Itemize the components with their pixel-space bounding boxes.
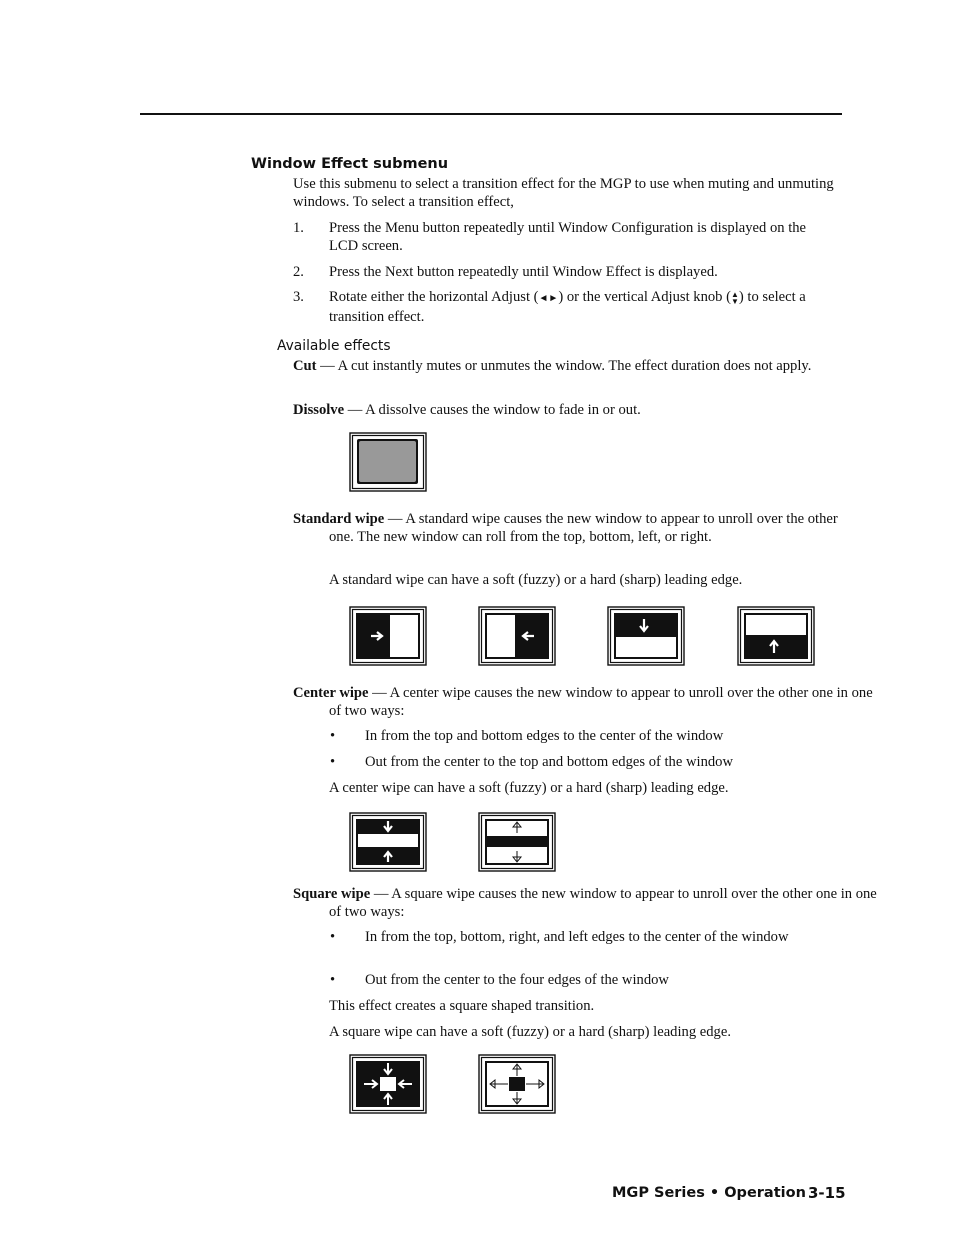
center-wipe-bullet-2: Out from the center to the top and bottom edges of the window: [365, 754, 734, 770]
center-wipe-in-illustration: [349, 812, 427, 872]
square-wipe-shape-note: This effect creates a square shaped transition.: [329, 998, 595, 1014]
center-wipe-description: Center wipe — A center wipe causes the new window to appear to unroll over the other one in one of two ways:: [293, 685, 873, 719]
available-effects-heading: Available effects: [277, 338, 391, 354]
standard-wipe-left-illustration: [349, 606, 427, 666]
bullet: •: [330, 972, 336, 988]
bullet: •: [330, 728, 336, 744]
page-number: 3-15: [808, 1184, 846, 1202]
dissolve-description: Dissolve — A dissolve causes the window to fade in or out.: [293, 402, 641, 418]
square-wipe-bullet-2: Out from the center to the four edges of the window: [365, 972, 669, 988]
section-title: Window Effect submenu: [251, 156, 449, 172]
square-wipe-in-illustration: [349, 1054, 427, 1114]
header-rule: [140, 113, 842, 115]
vertical-arrows-icon: ▲ ▼: [730, 289, 739, 306]
standard-wipe-description: Standard wipe — A standard wipe causes the new window to appear to unroll over the other one. The new window can roll from the top, bottom, left, or right.: [293, 511, 838, 545]
center-wipe-edge-note: A center wipe can have a soft (fuzzy) or a hard (sharp) leading edge.: [329, 780, 729, 796]
square-wipe-edge-note: A square wipe can have a soft (fuzzy) or a hard (sharp) leading edge.: [329, 1024, 731, 1040]
step-3-text: Rotate either the horizontal Adjust (◄►) or the vertical Adjust knob (▲ ▼) to select a transition effect.: [329, 289, 806, 325]
square-wipe-description: Square wipe — A square wipe causes the new window to appear to unroll over the other one in one of two ways:: [293, 886, 877, 920]
standard-wipe-top-illustration: [607, 606, 685, 666]
step-1-text: Press the Menu button repeatedly until Window Configuration is displayed on the LCD screen.: [329, 220, 807, 254]
standard-wipe-right-illustration: [478, 606, 556, 666]
step-2-number: 2.: [293, 264, 304, 280]
horizontal-arrows-icon: ◄►: [538, 293, 559, 304]
footer-title: MGP Series • Operation: [612, 1185, 806, 1201]
square-wipe-bullet-1: In from the top, bottom, right, and left edges to the center of the window: [365, 929, 789, 945]
center-wipe-bullet-1: In from the top and bottom edges to the center of the window: [365, 728, 724, 744]
standard-wipe-bottom-illustration: [737, 606, 815, 666]
square-wipe-out-illustration: [478, 1054, 556, 1114]
dissolve-illustration: [349, 432, 427, 492]
bullet: •: [330, 929, 336, 945]
bullet: •: [330, 754, 336, 770]
step-3-number: 3.: [293, 289, 304, 305]
intro-paragraph: Use this submenu to select a transition effect for the MGP to use when muting and unmuting windows. To select a transition effect,: [293, 176, 834, 210]
cut-description: Cut — A cut instantly mutes or unmutes the window. The effect duration does not apply.: [293, 358, 812, 374]
standard-wipe-edge-note: A standard wipe can have a soft (fuzzy) or a hard (sharp) leading edge.: [329, 572, 743, 588]
center-wipe-out-illustration: [478, 812, 556, 872]
step-1-number: 1.: [293, 220, 304, 236]
step-2-text: Press the Next button repeatedly until Window Effect is displayed.: [329, 264, 718, 280]
